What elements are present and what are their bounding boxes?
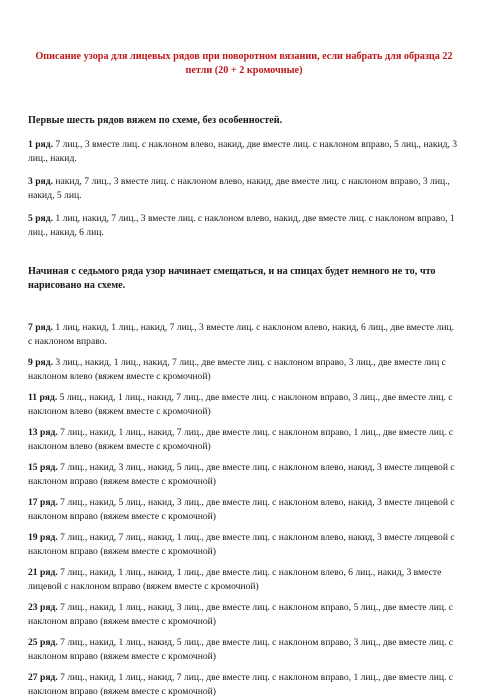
row-text: 7 лиц., накид, 1 лиц., накид, 7 лиц., две вместе лиц. с наклоном вправо, 1 лиц., две вместе лиц. с наклоном влево (вяжем вместе с кромочной): [28, 427, 454, 452]
row-instruction: [28, 531, 460, 559]
row-instruction: [28, 496, 460, 524]
row-text: 7 лиц., накид, 5 лиц., накид, 3 лиц., две вместе лиц. с наклоном влево, накид, 3 вместе лицевой с наклоном вправо (вяжем вместе с кромочной): [28, 497, 455, 522]
row-label: 25 ряд.: [28, 637, 58, 648]
row-instruction: [28, 391, 460, 419]
section1-heading: Первые шесть рядов вяжем по схеме, без особенностей.: [28, 115, 283, 126]
row-text: 1 лиц, накид, 1 лиц., накид, 7 лиц., 3 вместе лиц. с наклоном влево, накид, 6 лиц., две вместе лиц. с наклоном вправо.: [28, 322, 454, 347]
row-text: 7 лиц., накид, 1 лиц., накид, 1 лиц., две вместе лиц. с наклоном влево, 6 лиц., накид, 3 вместе лицевой с наклоном вправо (вяжем вместе с кромочной): [28, 567, 442, 592]
row-label: 11 ряд.: [28, 392, 58, 403]
row-instruction: [28, 212, 460, 240]
row-text: 7 лиц., 3 вместе лиц. с наклоном влево, накид, две вместе лиц. с наклоном вправо, 5 лиц., накид, 3 лиц., накид.: [28, 139, 458, 164]
row-instruction: [28, 671, 460, 699]
row-label: 13 ряд.: [28, 427, 58, 438]
row-text: 1 лиц, накид, 7 лиц., 3 вместе лиц. с наклоном влево, накид, две вместе лиц. с наклоном вправо, 1 лиц., накид, 6 лиц.: [28, 213, 455, 238]
row-text: 7 лиц., накид, 1 лиц., накид, 3 лиц., две вместе лиц. с наклоном вправо, 5 лиц., две вместе лиц. с наклоном вправо (вяжем вместе с кромочной): [28, 602, 454, 627]
row-label: 3 ряд.: [28, 176, 53, 187]
row-instruction: [28, 601, 460, 629]
row-label: 15 ряд.: [28, 462, 58, 473]
row-text: 7 лиц., накид, 1 лиц., накид, 7 лиц., две вместе лиц. с наклоном вправо, 1 лиц., две вместе лиц. с наклоном вправо (вяжем вместе с кромочной): [28, 672, 454, 697]
row-label: 23 ряд.: [28, 602, 58, 613]
row-instruction: [28, 461, 460, 489]
row-instruction: [28, 426, 460, 454]
section2-heading: Начиная с седьмого ряда узор начинает смещаться, и на спицах будет немного не то, что нарисовано на схеме.: [28, 266, 436, 291]
row-label: 19 ряд.: [28, 532, 58, 543]
document-title: Описание узора для лицевых рядов при поворотном вязании, если набрать для образца 22 петли (20 + 2 кромочные): [35, 51, 453, 76]
row-text: 7 лиц., накид, 1 лиц., накид, 5 лиц., две вместе лиц. с наклоном вправо, 3 лиц., две вместе лиц. с наклоном вправо (вяжем вместе с кромочной): [28, 637, 454, 662]
row-instruction: [28, 636, 460, 664]
row-instruction: [28, 566, 460, 594]
row-instruction: [28, 356, 460, 384]
row-label: 21 ряд.: [28, 567, 58, 578]
row-label: 1 ряд.: [28, 139, 53, 150]
row-text: 5 лиц., накид, 1 лиц., накид, 7 лиц., две вместе лиц. с наклоном вправо, 3 лиц., две вместе лиц. с наклоном влево (вяжем вместе с кромочной): [28, 392, 453, 417]
row-text: 7 лиц., накид, 3 лиц., накид, 5 лиц., две вместе лиц. с наклоном влево, накид, 3 вместе лицевой с наклоном вправо (вяжем вместе с кромочной): [28, 462, 455, 487]
row-text: 7 лиц., накид, 7 лиц., накид, 1 лиц., две вместе лиц. с наклоном влево, накид, 3 вместе лицевой с наклоном вправо (вяжем вместе с кромочной): [28, 532, 455, 557]
row-instruction: [28, 321, 460, 349]
row-instruction: [28, 175, 460, 203]
row-label: 17 ряд.: [28, 497, 58, 508]
row-label: 5 ряд.: [28, 213, 53, 224]
row-label: 27 ряд.: [28, 672, 58, 683]
row-instruction: [28, 138, 460, 166]
row-label: 7 ряд.: [28, 322, 53, 333]
row-text: накид, 7 лиц., 3 вместе лиц. с наклоном влево, накид, две вместе лиц. с наклоном вправо, 3 лиц., накид, 5 лиц.: [28, 176, 450, 201]
row-text: 3 лиц., накид, 1 лиц., накид, 7 лиц., две вместе лиц. с наклоном вправо, 3 лиц., две вместе лиц с наклоном влево (вяжем вместе с кромочной): [28, 357, 446, 382]
row-label: 9 ряд.: [28, 357, 53, 368]
